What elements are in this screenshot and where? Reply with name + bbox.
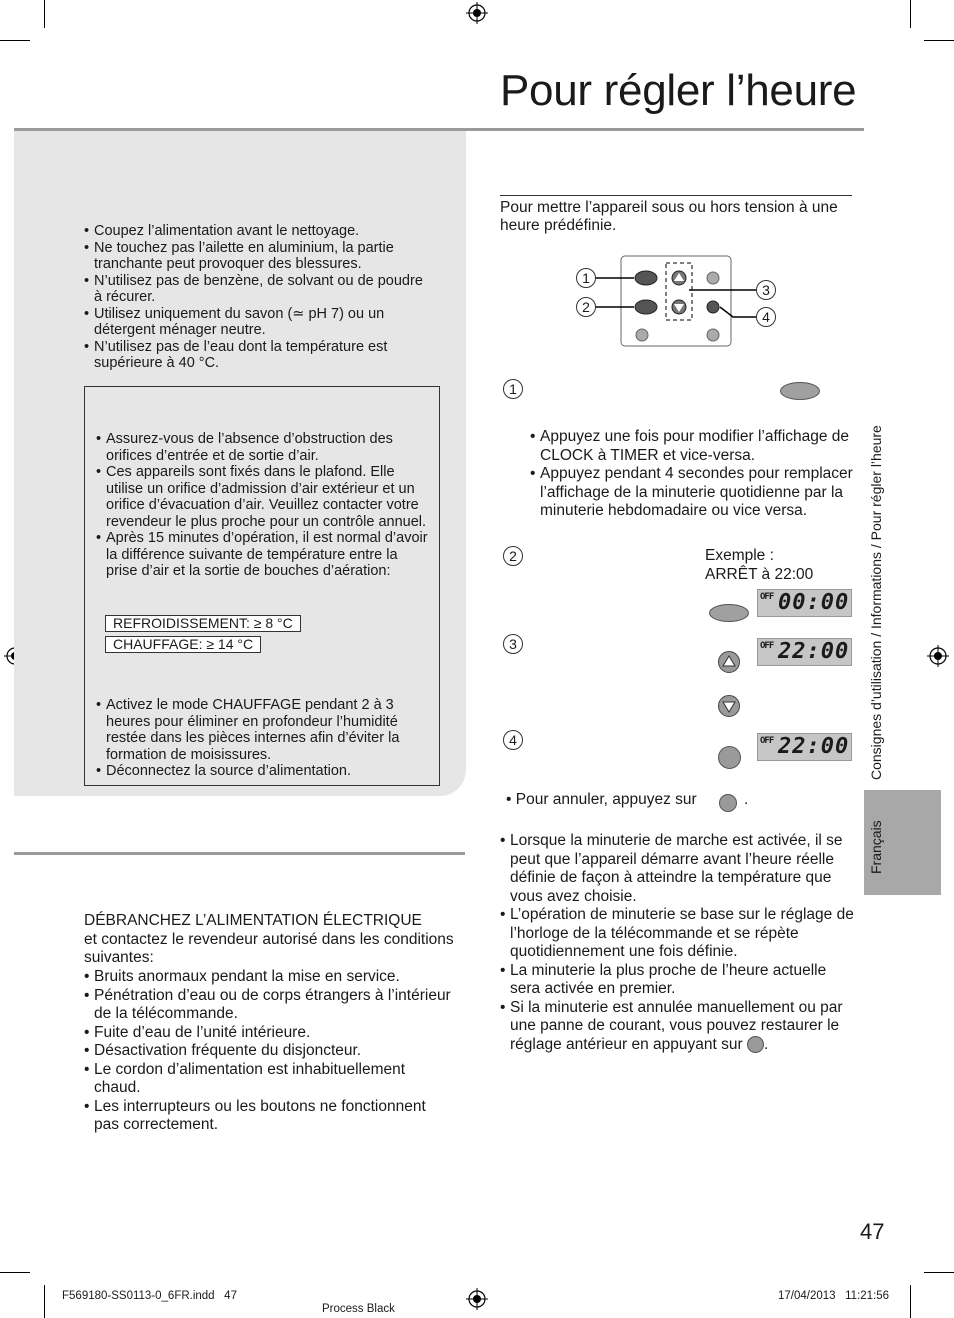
- step-2-number: 2: [503, 546, 523, 566]
- list-item: • Ces appareils sont fixés dans le plafond. Elle utilise un orifice d’admission d’air extérieur et un orifice d’évacuation d’air. Veuillez contacter votre revendeur le plus proche pour un contrôle annuel.: [96, 464, 430, 530]
- callout-3: 3: [756, 280, 776, 300]
- step-3-number: 3: [503, 634, 523, 654]
- storage-bullets: [96, 697, 430, 780]
- crop-mark: [0, 1272, 30, 1273]
- registration-mark-icon: [927, 645, 949, 667]
- list-item: • Lorsque la minuterie de marche est activée, il se peut que l’appareil démarre avant l’heure réelle définie de façon à atteindre la température que vous avez choisie.: [500, 832, 855, 906]
- disconnect-bullets: [84, 968, 454, 1135]
- cancel-button-icon: [719, 794, 737, 812]
- restore-button-icon: [747, 1036, 764, 1053]
- list-item: • Ne touchez pas l’ailette en aluminium, la partie tranchante peut provoquer des blessures.: [84, 240, 429, 273]
- callout-4: 4: [756, 307, 776, 327]
- step-4-number: 4: [503, 730, 523, 750]
- list-item: • Assurez-vous de l’absence d’obstruction des orifices d’entrée et de sortie d’air.: [96, 431, 430, 464]
- list-item: • Les interrupteurs ou les boutons ne fonctionnent pas correctement.: [84, 1098, 454, 1135]
- list-item: • N’utilisez pas de benzène, de solvant ou de poudre à récurer.: [84, 273, 429, 306]
- cooling-delta-tag: REFROIDISSEMENT: ≥ 8 °C: [105, 615, 301, 632]
- list-item: [500, 999, 855, 1055]
- crop-mark: [910, 0, 911, 28]
- section-rule: [14, 852, 465, 855]
- disconnect-heading: DÉBRANCHEZ L’ALIMENTATION ÉLECTRIQUE: [84, 912, 422, 929]
- lcd-off-label: OFF: [760, 736, 774, 746]
- timer-button-icon: [780, 382, 820, 400]
- list-item: • La minuterie la plus proche de l’heure actuelle sera activée en premier.: [500, 962, 855, 999]
- cancel-line: • Pour annuler, appuyez sur: [506, 791, 697, 808]
- list-item: • Désactivation fréquente du disjoncteur.: [84, 1042, 454, 1061]
- footer-file: F569180-SS0113-0_6FR.indd 47: [62, 1290, 237, 1302]
- up-arrow-button-icon: [717, 650, 741, 674]
- callout-2: 2: [576, 297, 596, 317]
- disconnect-text: et contactez le revendeur autorisé dans les conditions suivantes:: [84, 930, 454, 966]
- timer-select-button-icon: [709, 604, 749, 622]
- check-bullets: [96, 431, 430, 580]
- list-item: • Coupez l’alimentation avant le nettoyage.: [84, 223, 429, 240]
- list-item: • Bruits anormaux pendant la mise en service.: [84, 968, 454, 987]
- list-item: • Fuite d’eau de l’unité intérieure.: [84, 1024, 454, 1043]
- callout-1: 1: [576, 268, 596, 288]
- page-title: Pour régler l’heure: [500, 66, 857, 115]
- crop-mark: [44, 1285, 45, 1318]
- list-item: • Appuyez pendant 4 secondes pour remplacer l’affichage de la minuterie quotidienne par la minuterie hebdomadaire ou vice versa.: [530, 465, 855, 521]
- restore-note: Si la minuterie est annulée manuellement ou par une panne de courant, vous pouvez restaurer le réglage antérieur en appuyant sur: [510, 998, 843, 1053]
- crop-mark: [910, 1285, 911, 1318]
- lcd-display: [757, 733, 852, 761]
- list-item: • Activez le mode CHAUFFAGE pendant 2 à 3 heures pour éliminer en profondeur l’humidité restée dans les pièces internes afin d’éviter la formation de moisissures.: [96, 697, 430, 763]
- list-item: • Appuyez une fois pour modifier l’affichage de CLOCK à TIMER et vice-versa.: [530, 428, 855, 465]
- list-item: • Le cordon d’alimentation est inhabituellement chaud.: [84, 1061, 454, 1098]
- heating-tag-row: [105, 636, 261, 653]
- lcd-off-label: OFF: [760, 592, 774, 602]
- list-item: • Après 15 minutes d’opération, il est normal d’avoir la différence suivante de température entre la prise d’air et la sortie de bouches d’aération:: [96, 530, 430, 580]
- crop-mark: [44, 0, 45, 28]
- cleaning-bullets: [84, 223, 429, 372]
- list-item: • L’opération de minuterie se base sur le réglage de l’horloge de la télécommande et se répète quotidiennement une fois définie.: [500, 906, 855, 962]
- side-breadcrumb: Consignes d’utilisation / Informations / Pour régler l’heure: [868, 425, 884, 780]
- heating-delta-tag: CHAUFFAGE: ≥ 14 °C: [105, 636, 261, 653]
- remote-diagram: [570, 254, 785, 350]
- crop-mark: [0, 40, 30, 41]
- example-value: ARRÊT à 22:00: [705, 566, 814, 583]
- restore-note-end: .: [763, 1035, 769, 1053]
- language-label: Français: [868, 820, 884, 874]
- lcd-off-label: OFF: [760, 641, 774, 651]
- lcd-time: 00:00: [778, 590, 850, 615]
- example-text: [705, 546, 813, 584]
- cancel-text: Pour annuler, appuyez sur: [515, 791, 697, 808]
- crop-mark: [924, 1272, 954, 1273]
- footer-process: Process Black: [322, 1303, 395, 1315]
- registration-mark-icon: [466, 1288, 488, 1310]
- page-number: 47: [860, 1219, 885, 1244]
- list-item: • N’utilisez pas de l’eau dont la température est supérieure à 40 °C.: [84, 339, 429, 372]
- lcd-time: 22:00: [778, 734, 850, 759]
- set-button-icon: [718, 746, 741, 769]
- footer-date: 17/04/2013 11:21:56: [778, 1290, 890, 1302]
- down-arrow-button-icon: [717, 694, 741, 718]
- step-1-bullets: [530, 428, 855, 521]
- crop-mark: [924, 40, 954, 41]
- disconnect-intro: [84, 912, 454, 968]
- step-1-number: 1: [503, 379, 523, 399]
- cooling-tag-row: [105, 615, 301, 632]
- section-rule: [500, 195, 852, 196]
- list-item: • Pénétration d’eau ou de corps étrangers à l’intérieur de la télécommande.: [84, 987, 454, 1024]
- list-item: • Déconnectez la source d’alimentation.: [96, 763, 430, 780]
- cancel-end: .: [744, 791, 749, 808]
- lcd-display: [757, 638, 852, 666]
- example-label: Exemple :: [705, 547, 774, 564]
- timer-intro: Pour mettre l’appareil sous ou hors tension à une heure prédéfinie.: [500, 199, 838, 234]
- list-item: • Utilisez uniquement du savon (≃ pH 7) ou un détergent ménager neutre.: [84, 306, 429, 339]
- registration-mark-icon: [466, 2, 488, 24]
- lcd-time: 22:00: [778, 639, 850, 664]
- lcd-display: [757, 589, 852, 617]
- timer-notes: [500, 832, 855, 1054]
